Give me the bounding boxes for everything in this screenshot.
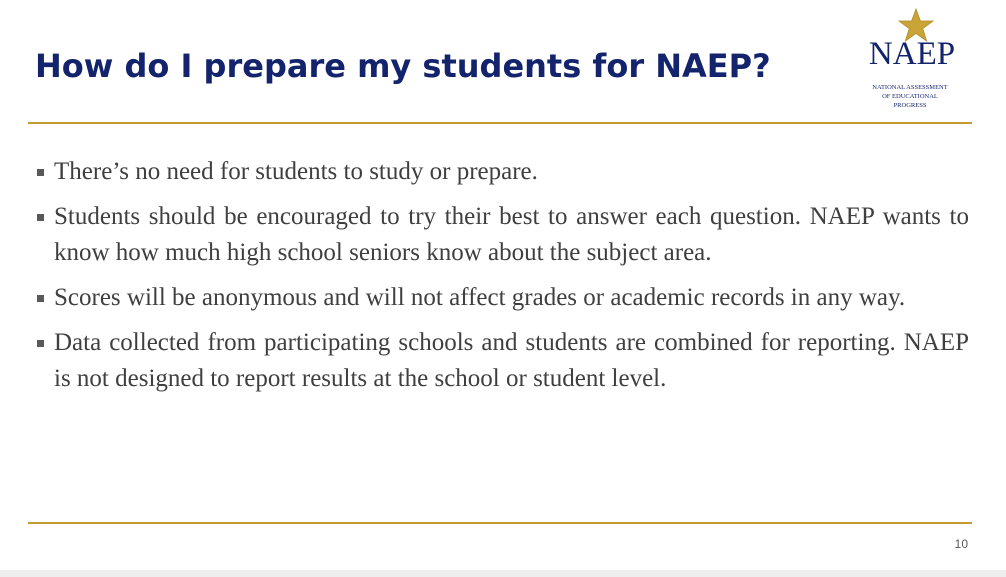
bullet-list — [34, 154, 969, 406]
logo-wordmark: NAEP — [868, 36, 956, 72]
square-bullet-icon — [37, 295, 44, 302]
bullet-item — [34, 325, 969, 397]
bullet-text: Students should be encouraged to try their best to answer each question. NAEP wants to know how much high school seniors know about the subject area. — [54, 203, 969, 266]
square-bullet-icon — [37, 214, 44, 221]
logo-subtitle-line: OF EDUCATIONAL — [882, 93, 938, 100]
naep-logo — [860, 8, 960, 112]
title-divider — [28, 122, 972, 124]
square-bullet-icon — [37, 169, 44, 176]
slide-bottom-edge — [0, 570, 1006, 577]
logo-subtitle — [860, 83, 960, 110]
bullet-item — [34, 154, 969, 190]
page-number: 10 — [954, 537, 968, 551]
bullet-text: There’s no need for students to study or prepare. — [54, 158, 538, 185]
bullet-text: Data collected from participating schools and students are combined for reporting. NAEP is not designed to report results at the school or student level. — [54, 329, 969, 392]
footer-divider — [28, 522, 972, 524]
bullet-text: Scores will be anonymous and will not affect grades or academic records in any way. — [54, 284, 906, 311]
bullet-item — [34, 280, 969, 316]
bullet-item — [34, 199, 969, 271]
square-bullet-icon — [37, 340, 44, 347]
slide-title: How do I prepare my students for NAEP? — [35, 47, 771, 85]
logo-subtitle-line: PROGRESS — [893, 102, 927, 109]
logo-subtitle-line: NATIONAL ASSESSMENT — [872, 84, 948, 91]
